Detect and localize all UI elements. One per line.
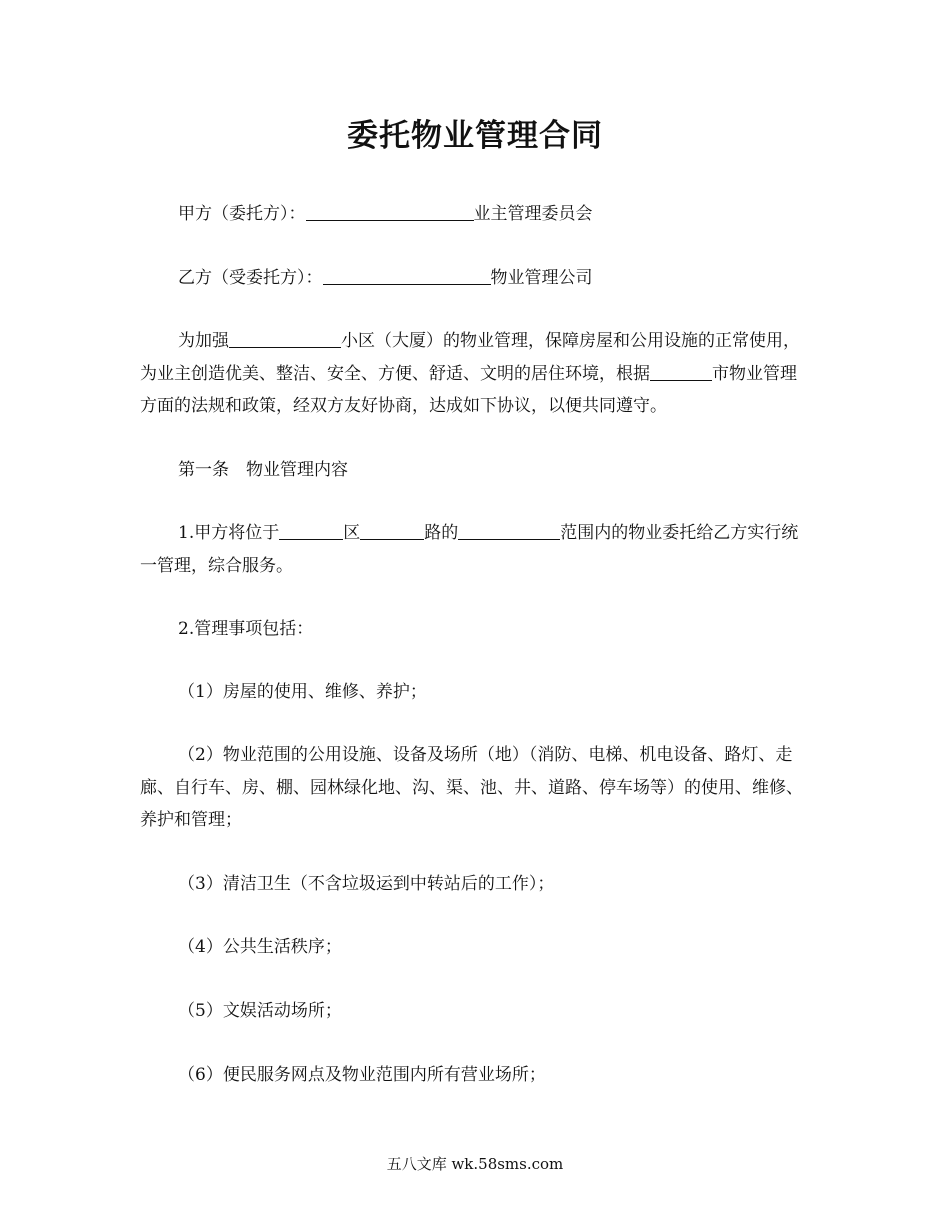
- party-b-suffix: 物业管理公司: [490, 268, 593, 288]
- item-1: （1）房屋的使用、维修、养护；: [178, 682, 427, 702]
- party-b-label: 乙方（受委托方）：: [178, 268, 323, 288]
- clause-1-paragraph: [140, 517, 812, 582]
- article-1-heading: 第一条 物业管理内容: [178, 460, 348, 480]
- party-a-blank: [306, 202, 474, 221]
- clause-1-text-4: 范围内的物业委托给乙方实行统一管理，综合服务。: [140, 523, 799, 576]
- preamble-text-3: 市物业管理方面的法规和政策，经双方友好协商，达成如下协议，以便共同遵守。: [140, 363, 797, 416]
- item-2: （2）物业范围的公用设施、设备及场所（地）（消防、电梯、机电设备、路灯、走廊、自行车、房、棚、园林绿化地、沟、渠、池、井、道路、停车场等）的使用、维修、养护和管理；: [140, 745, 803, 830]
- preamble-text-2: 小区（大厦）的物业管理，保障房屋和公用设施的正常使用，为业主创造优美、整洁、安全、方便、舒适、文明的居住环境，根据: [140, 331, 800, 384]
- party-a-label: 甲方（委托方）：: [178, 204, 306, 224]
- item-3: （3）清洁卫生（不含垃圾运到中转站后的工作）；: [178, 874, 555, 894]
- scope-blank: [458, 521, 560, 540]
- item-5: （5）文娱活动场所；: [178, 1001, 342, 1021]
- party-a-line: [140, 198, 812, 231]
- road-blank: [360, 521, 424, 540]
- footer-watermark-text: 五八文库 wk.58sms.com: [386, 1155, 564, 1173]
- preamble-paragraph: [140, 325, 812, 423]
- clause-1-text-3: 路的: [424, 523, 459, 543]
- community-blank: [229, 329, 341, 348]
- page-title: 委托物业管理合同: [347, 118, 603, 154]
- item-4: （4）公共生活秩序；: [178, 937, 342, 957]
- clause-1-text-2: 区: [343, 523, 361, 543]
- item-6: （6）便民服务网点及物业范围内所有营业场所；: [178, 1065, 546, 1085]
- district-blank: [279, 521, 343, 540]
- preamble-text-1: 为加强: [178, 331, 229, 351]
- clause-1-text-1: 1.甲方将位于: [178, 523, 280, 543]
- party-a-suffix: 业主管理委员会: [473, 204, 593, 224]
- party-b-blank: [323, 266, 491, 285]
- party-b-line: [140, 262, 812, 295]
- clause-2-paragraph: 2.管理事项包括：: [178, 619, 314, 639]
- city-blank: [650, 362, 712, 381]
